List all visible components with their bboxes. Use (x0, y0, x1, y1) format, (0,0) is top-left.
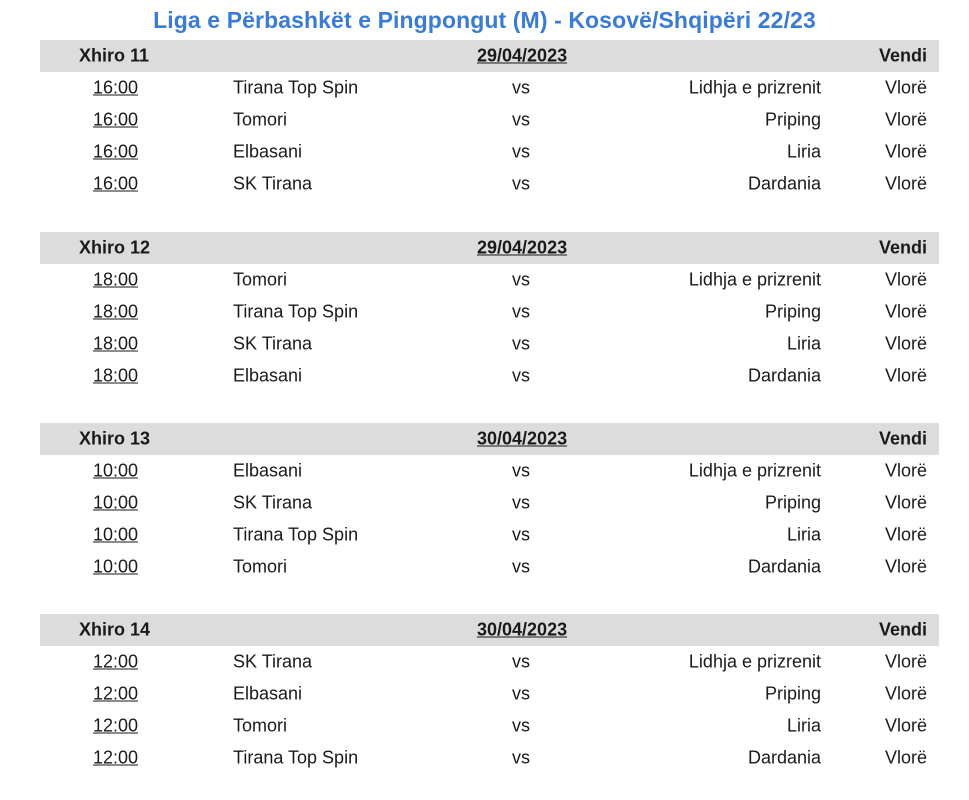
match-row (40, 455, 939, 487)
match-home-team: SK Tirana (233, 333, 313, 354)
match-row (40, 551, 939, 583)
match-vs: vs (512, 492, 530, 513)
match-venue: Vlorë (884, 77, 927, 98)
match-away-team: Liria (786, 524, 821, 545)
match-time: 10:00 (93, 492, 139, 513)
match-row (40, 104, 939, 136)
round-date: 30/04/2023 (477, 619, 568, 640)
match-vs: vs (512, 109, 530, 130)
match-time: 12:00 (93, 683, 139, 704)
match-home-team: Tomori (233, 556, 288, 577)
match-vs: vs (512, 269, 530, 290)
match-vs: vs (512, 333, 530, 354)
match-away-team: Liria (786, 141, 821, 162)
match-time: 10:00 (93, 556, 139, 577)
match-row (40, 360, 939, 392)
match-row (40, 646, 939, 678)
venue-header: Vendi (878, 237, 927, 258)
match-home-team: Tirana Top Spin (233, 301, 359, 322)
round-block (40, 232, 939, 392)
match-home-team: Elbasani (233, 683, 303, 704)
match-time: 12:00 (93, 747, 139, 768)
match-venue: Vlorë (884, 683, 927, 704)
match-row (40, 678, 939, 710)
match-venue: Vlorë (884, 747, 927, 768)
match-vs: vs (512, 651, 530, 672)
match-row (40, 72, 939, 104)
match-vs: vs (512, 301, 530, 322)
match-venue: Vlorë (884, 109, 927, 130)
match-time: 16:00 (93, 77, 139, 98)
round-name: Xhiro 13 (79, 428, 151, 449)
match-away-team: Lidhja e prizrenit (688, 460, 821, 481)
match-time: 18:00 (93, 301, 139, 322)
round-date: 30/04/2023 (477, 428, 568, 449)
match-venue: Vlorë (884, 365, 927, 386)
venue-header: Vendi (878, 45, 927, 66)
match-away-team: Lidhja e prizrenit (688, 77, 821, 98)
round-header (40, 614, 939, 646)
match-time: 12:00 (93, 715, 139, 736)
match-vs: vs (512, 715, 530, 736)
match-home-team: Elbasani (233, 460, 303, 481)
match-home-team: Tirana Top Spin (233, 77, 359, 98)
match-venue: Vlorë (884, 556, 927, 577)
match-away-team: Dardania (747, 556, 821, 577)
match-row (40, 487, 939, 519)
venue-header: Vendi (878, 428, 927, 449)
match-row (40, 168, 939, 200)
match-venue: Vlorë (884, 301, 927, 322)
match-away-team: Dardania (747, 173, 821, 194)
match-away-team: Priping (764, 109, 821, 130)
round-name: Xhiro 12 (79, 237, 151, 258)
match-row (40, 328, 939, 360)
match-venue: Vlorë (884, 173, 927, 194)
match-home-team: SK Tirana (233, 651, 313, 672)
match-away-team: Lidhja e prizrenit (688, 651, 821, 672)
match-away-team: Priping (764, 492, 821, 513)
round-header (40, 40, 939, 72)
match-row (40, 264, 939, 296)
match-away-team: Liria (786, 715, 821, 736)
match-venue: Vlorë (884, 269, 927, 290)
match-away-team: Priping (764, 683, 821, 704)
round-block (40, 423, 939, 583)
match-venue: Vlorë (884, 333, 927, 354)
round-date: 29/04/2023 (477, 237, 568, 258)
match-venue: Vlorë (884, 715, 927, 736)
match-venue: Vlorë (884, 141, 927, 162)
match-home-team: Elbasani (233, 141, 303, 162)
match-time: 18:00 (93, 333, 139, 354)
match-home-team: SK Tirana (233, 173, 313, 194)
match-vs: vs (512, 365, 530, 386)
match-vs: vs (512, 556, 530, 577)
match-time: 16:00 (93, 109, 139, 130)
venue-header: Vendi (878, 619, 927, 640)
match-venue: Vlorë (884, 524, 927, 545)
match-row (40, 136, 939, 168)
match-home-team: SK Tirana (233, 492, 313, 513)
match-venue: Vlorë (884, 460, 927, 481)
match-home-team: Tomori (233, 715, 288, 736)
match-time: 12:00 (93, 651, 139, 672)
match-away-team: Dardania (747, 365, 821, 386)
match-time: 10:00 (93, 524, 139, 545)
match-time: 16:00 (93, 141, 139, 162)
match-away-team: Dardania (747, 747, 821, 768)
match-time: 18:00 (93, 365, 139, 386)
match-time: 18:00 (93, 269, 139, 290)
round-date: 29/04/2023 (477, 45, 568, 66)
match-vs: vs (512, 683, 530, 704)
round-name: Xhiro 11 (79, 45, 150, 66)
round-name: Xhiro 14 (79, 619, 151, 640)
match-home-team: Tomori (233, 269, 288, 290)
match-venue: Vlorë (884, 492, 927, 513)
match-home-team: Tomori (233, 109, 288, 130)
round-header (40, 232, 939, 264)
match-away-team: Priping (764, 301, 821, 322)
match-row (40, 296, 939, 328)
round-block (40, 40, 939, 200)
match-time: 10:00 (93, 460, 139, 481)
match-home-team: Elbasani (233, 365, 303, 386)
match-vs: vs (512, 141, 530, 162)
match-vs: vs (512, 173, 530, 194)
match-home-team: Tirana Top Spin (233, 747, 359, 768)
match-vs: vs (512, 460, 530, 481)
match-vs: vs (512, 77, 530, 98)
page-title: Liga e Përbashkët e Pingpongut (M) - Kosovë/Shqipëri 22/23 (153, 7, 816, 33)
match-vs: vs (512, 747, 530, 768)
match-away-team: Liria (786, 333, 821, 354)
match-row (40, 742, 939, 774)
match-venue: Vlorë (884, 651, 927, 672)
match-row (40, 710, 939, 742)
match-vs: vs (512, 524, 530, 545)
round-header (40, 423, 939, 455)
round-block (40, 614, 939, 774)
match-away-team: Lidhja e prizrenit (688, 269, 821, 290)
match-time: 16:00 (93, 173, 139, 194)
match-home-team: Tirana Top Spin (233, 524, 359, 545)
match-row (40, 519, 939, 551)
